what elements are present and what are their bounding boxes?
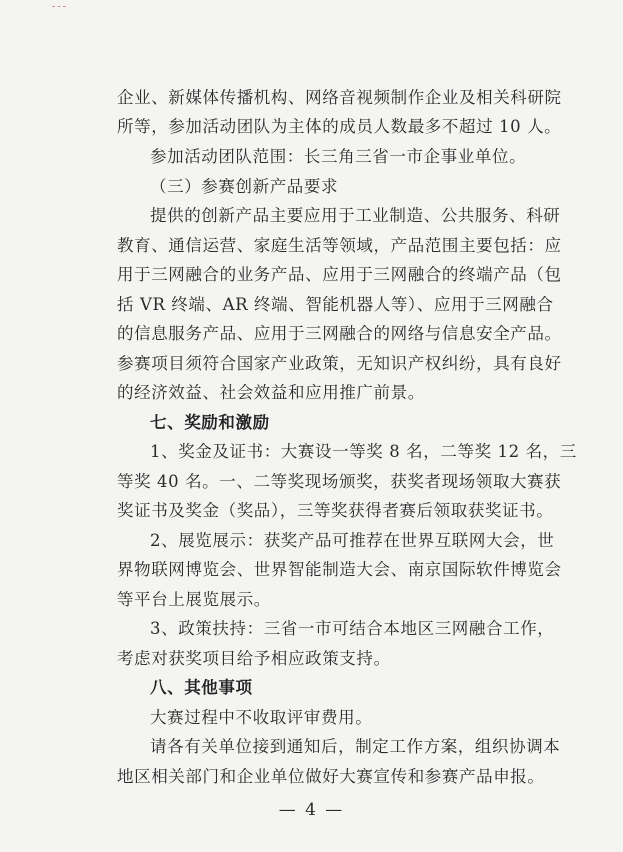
body-line: 界物联网博览会、世界智能制造大会、南京国际软件博览会 — [117, 560, 562, 579]
body-line: 参赛项目须符合国家产业政策，无知识产权纠纷，具有良好 — [117, 354, 562, 373]
section-heading: 七、奖励和激励 — [150, 413, 270, 432]
body-line: 请各有关单位接到通知后，制定工作方案，组织协调本 — [150, 737, 561, 756]
body-line: 2、展览展示：获奖产品可推荐在世界互联网大会，世 — [150, 531, 555, 550]
body-line: 1、奖金及证书：大赛设一等奖 8 名，二等奖 12 名，三 — [150, 442, 577, 461]
body-line: 提供的创新产品主要应用于工业制造、公共服务、科研 — [150, 206, 561, 225]
body-line: 企业、新媒体传播机构、网络音视频制作企业及相关科研院 — [117, 88, 562, 107]
section-heading: 八、其他事项 — [150, 678, 253, 697]
body-line: 等奖 40 名。一、二等奖现场颁奖，获奖者现场领取大赛获 — [117, 472, 562, 491]
body-line: 地区相关部门和企业单位做好大赛宣传和参赛产品申报。 — [117, 767, 545, 786]
body-line: 教育、通信运营、家庭生活等领域，产品范围主要包括：应 — [117, 236, 562, 255]
page-number: — 4 — — [278, 800, 345, 820]
body-line: 考虑对获奖项目给予相应政策支持。 — [117, 649, 391, 668]
body-line: 参加活动团队范围：长三角三省一市企事业单位。 — [150, 147, 527, 166]
body-line: 的经济效益、社会效益和应用推广前景。 — [117, 383, 425, 402]
body-line: 3、政策扶持：三省一市可结合本地区三网融合工作， — [150, 619, 555, 638]
body-line: 大赛过程中不收取评审费用。 — [150, 708, 373, 727]
body-line: 等平台上展览展示。 — [117, 590, 271, 609]
scan-corner-mark — [52, 6, 66, 10]
body-line: 所等，参加活动团队为主体的成员人数最多不超过 10 人。 — [117, 117, 562, 136]
body-line: 的信息服务产品、应用于三网融合的网络与信息安全产品。 — [117, 324, 562, 343]
body-line: 括 VR 终端、AR 终端、智能机器人等）、应用于三网融合 — [117, 295, 554, 314]
subheading-line: （三）参赛创新产品要求 — [150, 177, 339, 196]
body-line: 用于三网融合的业务产品、应用于三网融合的终端产品（包 — [117, 265, 562, 284]
body-line: 奖证书及奖金（奖品），三等奖获得者赛后领取获奖证书。 — [117, 501, 554, 520]
